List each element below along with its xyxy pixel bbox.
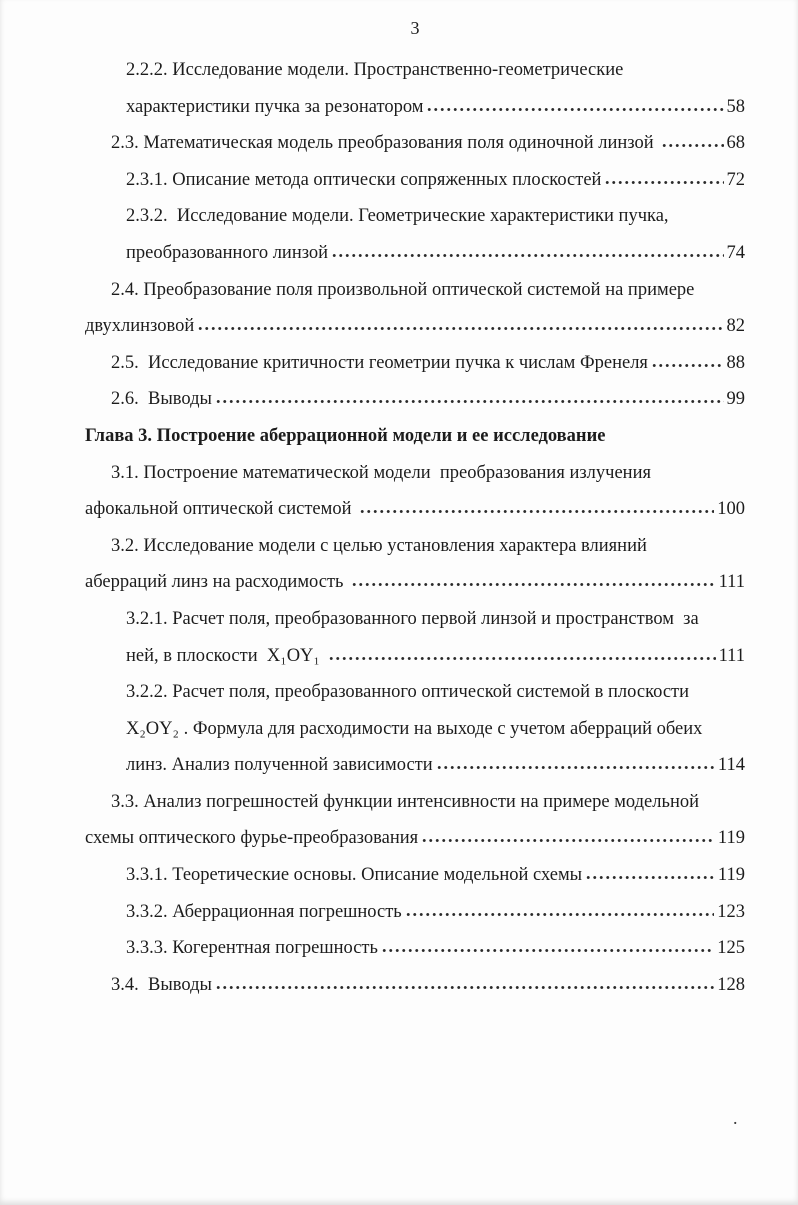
dot-leader	[359, 509, 714, 514]
toc-line	[85, 747, 745, 784]
dot-leader	[421, 838, 715, 843]
toc-entry-text: 2.6. Выводы	[111, 389, 212, 410]
toc-entry-text: Глава 3. Построение аберрационной модели и ее исследование	[85, 425, 606, 446]
dot-leader	[331, 253, 723, 258]
toc-line	[85, 162, 745, 199]
toc-line	[85, 345, 745, 382]
toc-line	[85, 272, 745, 309]
toc-line	[85, 894, 745, 931]
toc-entry-text: 3.3. Анализ погрешностей функции интенсивности на примере модельной	[111, 791, 699, 812]
toc-page-number: 128	[717, 974, 745, 995]
toc-line	[85, 89, 745, 126]
dot-leader	[585, 875, 715, 880]
toc-entry-text: ней, в плоскости X₁OY₁	[126, 645, 325, 666]
toc-entry-text: характеристики пучка за резонатором	[126, 96, 424, 117]
toc-page-number: 125	[717, 938, 745, 959]
toc-entry-text: 2.3.2. Исследование модели. Геометрические характеристики пучка,	[126, 206, 669, 227]
toc-page-number: 119	[717, 865, 745, 886]
toc-line	[85, 491, 745, 528]
toc-entry-text: 3.2. Исследование модели с целью установления характера влияний	[111, 535, 647, 556]
toc-line	[85, 930, 745, 967]
toc-page-number: 111	[718, 645, 745, 666]
toc-entry-text: X₂OY₂ . Формула для расходимости на выходе с учетом аберраций обеих	[126, 718, 703, 739]
toc-line	[85, 198, 745, 235]
toc-page-number: 111	[718, 572, 745, 593]
toc-page-number: 123	[717, 901, 745, 922]
toc-entry-text: схемы оптического фурье-преобразования	[85, 828, 419, 849]
toc-line	[85, 418, 745, 455]
stray-mark: .	[733, 1108, 738, 1128]
dot-leader	[328, 656, 716, 661]
toc-entry-text: 2.2.2. Исследование модели. Пространственно-геометрические	[126, 60, 624, 80]
toc-line	[85, 857, 745, 894]
toc-page-number: 82	[726, 316, 745, 337]
dot-leader	[381, 948, 714, 953]
toc-line	[85, 674, 745, 711]
toc-entry-text: 3.2.1. Расчет поля, преобразованного первой линзой и пространством за	[126, 608, 699, 629]
toc-page-number: 74	[726, 242, 745, 263]
toc-entry-text: 3.3.3. Когерентная погрешность	[126, 938, 378, 959]
toc-line	[85, 564, 745, 601]
toc-line	[85, 125, 745, 162]
toc-page-number: 119	[717, 828, 745, 849]
toc-line	[85, 638, 745, 675]
dot-leader	[651, 363, 724, 368]
dot-leader	[426, 107, 723, 112]
dot-leader	[215, 985, 714, 990]
toc-page-number: 114	[717, 755, 745, 776]
dot-leader	[215, 399, 724, 404]
toc-line	[85, 528, 745, 565]
toc-entry-text: двухлинзовой	[85, 316, 195, 337]
dot-leader	[405, 912, 715, 917]
toc-entry-text: 2.3. Математическая модель преобразования поля одиночной линзой	[111, 133, 659, 154]
toc-page-number: 100	[717, 499, 745, 520]
toc-page-number: 58	[726, 96, 745, 117]
toc-line	[85, 381, 745, 418]
dot-leader	[436, 765, 715, 770]
toc-line	[85, 52, 745, 89]
dot-leader	[661, 143, 723, 148]
toc-entry-text: 2.3.1. Описание метода оптически сопряженных плоскостей	[126, 169, 602, 190]
toc-line	[85, 967, 745, 1004]
toc-entry-text: 2.5. Исследование критичности геометрии пучка к числам Френеля	[111, 352, 648, 373]
toc-line	[85, 784, 745, 821]
toc-entry-text: 3.1. Построение математической модели преобразования излучения	[111, 462, 651, 483]
toc-entry-text: линз. Анализ полученной зависимости	[126, 755, 433, 776]
toc-entry-text: преобразованного линзой	[126, 242, 329, 263]
toc-line	[85, 711, 745, 748]
toc-page-number: 99	[726, 389, 745, 410]
toc-entry-text: 3.4. Выводы	[111, 974, 212, 995]
dot-leader	[351, 582, 715, 587]
toc-entry-text: афокальной оптической системой	[85, 499, 357, 520]
toc-line	[85, 455, 745, 492]
toc-entry-text: 3.3.2. Аберрационная погрешность	[126, 901, 402, 922]
dot-leader	[197, 326, 723, 331]
toc-line	[85, 308, 745, 345]
toc-page-number: 72	[726, 169, 745, 190]
page-number: 3	[410, 18, 420, 38]
toc-page-number: 68	[726, 133, 745, 154]
toc-entry-text: 3.3.1. Теоретические основы. Описание модельной схемы	[126, 865, 583, 886]
table-of-contents	[85, 52, 745, 1003]
toc-line	[85, 820, 745, 857]
toc-page-number: 88	[726, 352, 745, 373]
dot-leader	[604, 180, 723, 185]
toc-line	[85, 601, 745, 638]
toc-line	[85, 235, 745, 272]
toc-entry-text: 2.4. Преобразование поля произвольной оптической системой на примере	[111, 279, 695, 300]
toc-entry-text: аберраций линз на расходимость	[85, 572, 349, 593]
toc-entry-text: 3.2.2. Расчет поля, преобразованного оптической системой в плоскости	[126, 682, 690, 703]
